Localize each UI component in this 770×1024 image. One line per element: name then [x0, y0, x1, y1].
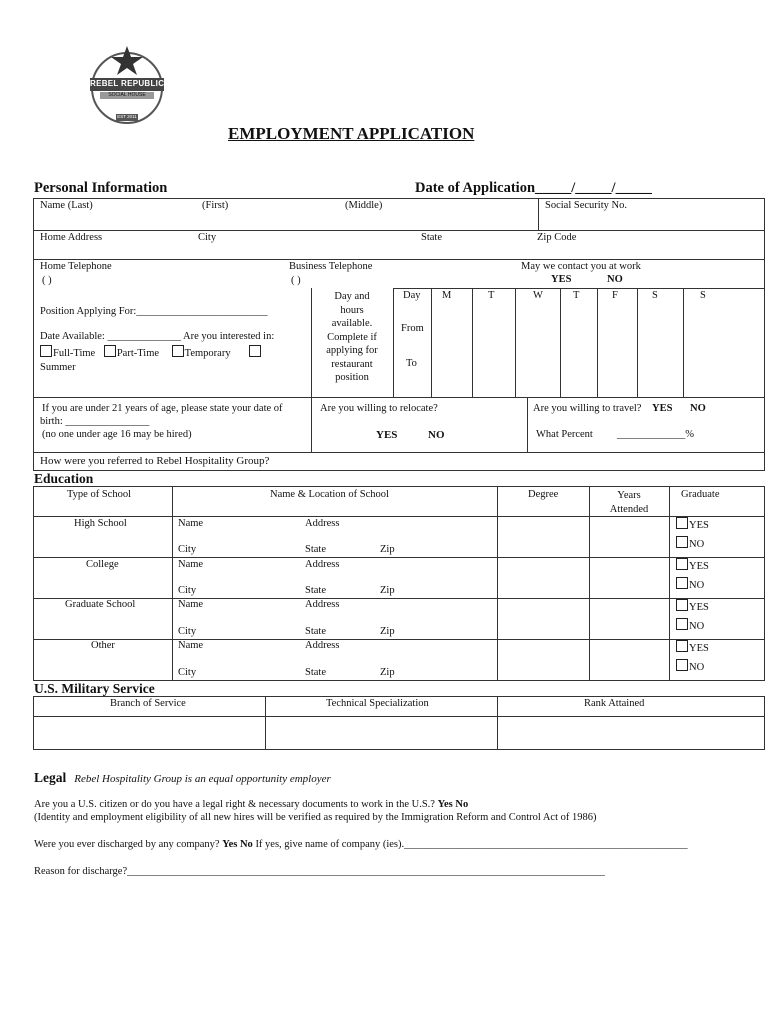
checkbox-icon[interactable]: [676, 618, 688, 630]
edu-col-years: Years Attended: [609, 490, 649, 515]
edu-graduate-yes[interactable]: YES: [676, 558, 709, 572]
discharge-question: Were you ever discharged by any company? Yes No If yes, give name of company (ies).______________________________________________________: [34, 839, 688, 850]
checkbox-icon[interactable]: [676, 599, 688, 611]
edu-city-field[interactable]: City: [178, 667, 197, 678]
what-percent-label: What Percent: [536, 429, 593, 440]
edu-type-high-school: High School: [74, 518, 127, 529]
edu-name-field[interactable]: Name: [178, 599, 204, 610]
referral-question[interactable]: How were you referred to Rebel Hospitality Group?: [40, 455, 270, 467]
edu-state-field[interactable]: State: [305, 667, 326, 678]
ssn-label[interactable]: Social Security No.: [545, 200, 627, 211]
military-branch-field[interactable]: [34, 717, 265, 749]
contact-at-work-question: May we contact you at work: [521, 261, 641, 272]
edu-city-field[interactable]: City: [178, 585, 197, 596]
full-time-label: Full-Time: [53, 348, 96, 359]
day-thursday[interactable]: T: [573, 290, 580, 301]
contact-no-option[interactable]: NO: [607, 274, 623, 285]
edu-graduate-no[interactable]: NO: [676, 577, 704, 591]
logo-bottom-text: SOCIAL HOUSE: [108, 92, 146, 98]
edu-address-field[interactable]: Address: [305, 640, 340, 651]
page-title: EMPLOYMENT APPLICATION: [228, 124, 475, 143]
zip-code-label[interactable]: Zip Code: [537, 232, 577, 243]
edu-graduate-yes[interactable]: YES: [676, 517, 709, 531]
relocate-yes-option[interactable]: YES: [376, 429, 398, 441]
checkbox-icon[interactable]: [676, 558, 688, 570]
edu-name-field[interactable]: Name: [178, 518, 204, 529]
travel-yes-option[interactable]: YES: [652, 403, 673, 414]
legal-heading: Legal: [34, 770, 67, 785]
citizen-yes-no[interactable]: Yes No: [437, 799, 469, 810]
edu-state-field[interactable]: State: [305, 626, 326, 637]
city-label[interactable]: City: [198, 232, 217, 243]
edu-zip-field[interactable]: Zip: [380, 544, 395, 555]
military-rank-label: Rank Attained: [584, 698, 645, 709]
edu-graduate-no[interactable]: NO: [676, 618, 704, 632]
home-telephone-paren: ( ): [42, 275, 52, 286]
travel-percent-field[interactable]: _____________%: [617, 429, 694, 440]
edu-graduate-yes[interactable]: YES: [676, 599, 709, 613]
day-sunday[interactable]: S: [700, 290, 706, 301]
hours-from-label[interactable]: From: [401, 323, 424, 334]
edu-address-field[interactable]: Address: [305, 559, 340, 570]
checkbox-icon[interactable]: [676, 577, 688, 589]
day-monday[interactable]: M: [442, 290, 452, 301]
edu-type-college: College: [86, 559, 119, 570]
name-first-label[interactable]: (First): [202, 200, 229, 211]
edu-col-graduate: Graduate: [681, 489, 720, 500]
relocate-no-option[interactable]: NO: [428, 429, 445, 441]
edu-graduate-yes[interactable]: YES: [676, 640, 709, 654]
discharge-reason-field[interactable]: Reason for discharge?___________________________________________________________________________________________: [34, 866, 605, 877]
checkbox-icon[interactable]: [676, 659, 688, 671]
edu-address-field[interactable]: Address: [305, 599, 340, 610]
discharge-yes-no[interactable]: Yes No: [222, 839, 253, 850]
military-tech-label: Technical Specialization: [326, 698, 429, 709]
checkbox-icon[interactable]: [676, 517, 688, 529]
eeo-statement: Rebel Hospitality Group is an equal opportunity employer: [74, 773, 331, 785]
military-branch-label: Branch of Service: [110, 698, 186, 709]
checkbox-icon[interactable]: [676, 536, 688, 548]
home-address-label[interactable]: Home Address: [40, 232, 103, 243]
hours-available-label: Day and hours available. Complete if applying for restaurant position: [326, 291, 378, 383]
edu-city-field[interactable]: City: [178, 544, 197, 555]
state-label[interactable]: State: [421, 232, 442, 243]
travel-no-option[interactable]: NO: [690, 403, 706, 414]
under-21-question: If you are under 21 years of age, please state your date of: [42, 403, 283, 414]
edu-name-field[interactable]: Name: [178, 640, 204, 651]
military-tech-field[interactable]: [266, 717, 497, 749]
personal-info-heading: Personal Information: [34, 180, 168, 196]
day-friday[interactable]: F: [612, 290, 618, 301]
edu-zip-field[interactable]: Zip: [380, 585, 395, 596]
date-of-application[interactable]: Date of Application_____/_____/_____: [415, 180, 652, 196]
full-time-checkbox[interactable]: [40, 345, 52, 357]
discharge-company-field[interactable]: If yes, give name of company (ies).______________________________________________________: [255, 839, 688, 850]
date-available[interactable]: Date Available: ______________ Are you interested in:: [40, 331, 275, 342]
age-minimum-note: (no one under age 16 may be hired): [42, 429, 192, 440]
edu-address-field[interactable]: Address: [305, 518, 340, 529]
edu-type-other: Other: [91, 640, 115, 651]
military-rank-field[interactable]: [498, 717, 764, 749]
edu-state-field[interactable]: State: [305, 544, 326, 555]
birth-date-field[interactable]: birth: ________________: [40, 416, 150, 427]
hours-day-label: Day: [403, 290, 421, 301]
hours-to-label[interactable]: To: [406, 358, 417, 369]
home-telephone-label[interactable]: Home Telephone: [40, 261, 112, 272]
identity-note: (Identity and employment eligibility of all new hires will be verified as required by the Immigration Reform and Control Act of 1986): [34, 812, 597, 823]
education-heading: Education: [34, 471, 94, 486]
edu-name-field[interactable]: Name: [178, 559, 204, 570]
checkbox-icon[interactable]: [676, 640, 688, 652]
citizen-question: Are you a U.S. citizen or do you have a legal right & necessary documents to work in the U.S.? Yes No: [34, 799, 469, 810]
part-time-checkbox[interactable]: [104, 345, 116, 357]
name-middle-label[interactable]: (Middle): [345, 200, 383, 211]
military-heading: U.S. Military Service: [34, 681, 155, 696]
company-logo: [86, 44, 168, 128]
logo-top-text: REBEL REPUBLIC: [90, 79, 165, 88]
relocate-question: Are you willing to relocate?: [320, 403, 438, 414]
legal-section-header: [34, 769, 331, 787]
day-tuesday[interactable]: T: [488, 290, 495, 301]
edu-zip-field[interactable]: Zip: [380, 626, 395, 637]
temporary-label: Temporary: [184, 348, 231, 359]
edu-city-field[interactable]: City: [178, 626, 197, 637]
logo-est-text: EST 2011: [117, 114, 137, 119]
business-telephone-label[interactable]: Business Telephone: [289, 261, 373, 272]
edu-graduate-no[interactable]: NO: [676, 536, 704, 550]
business-telephone-paren: ( ): [291, 275, 301, 286]
contact-yes-option[interactable]: YES: [551, 274, 572, 285]
edu-type-graduate-school: Graduate School: [65, 599, 136, 610]
edu-state-field[interactable]: State: [305, 585, 326, 596]
travel-question: Are you willing to travel?: [533, 403, 642, 414]
edu-col-type: Type of School: [67, 489, 132, 500]
name-last-label[interactable]: Name (Last): [40, 200, 93, 211]
summer-checkbox[interactable]: [249, 345, 261, 357]
edu-graduate-no[interactable]: NO: [676, 659, 704, 673]
summer-label: Summer: [40, 362, 76, 373]
edu-zip-field[interactable]: Zip: [380, 667, 395, 678]
day-saturday[interactable]: S: [652, 290, 658, 301]
part-time-label: Part-Time: [116, 348, 160, 359]
position-applying-for[interactable]: Position Applying For:_________________________: [40, 306, 268, 317]
edu-col-name-location: Name & Location of School: [270, 489, 389, 500]
employment-type-options: [40, 345, 262, 359]
day-wednesday[interactable]: W: [533, 290, 543, 301]
edu-col-degree: Degree: [528, 489, 559, 500]
temporary-checkbox[interactable]: [172, 345, 184, 357]
